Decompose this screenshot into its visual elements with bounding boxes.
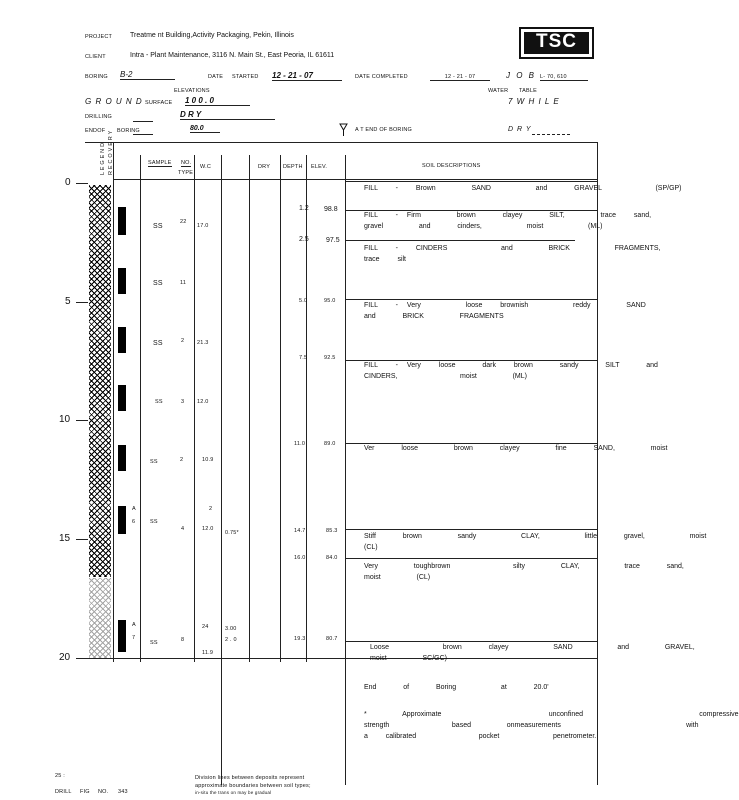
soil-desc-1: FILL - Brown SAND and GRAVEL (SP/GP)	[364, 185, 682, 192]
soil-desc-header: SOIL DESCRIPTIONS	[422, 163, 481, 169]
elev-8: 80.7	[326, 636, 338, 642]
soil-desc-2: FILL - Firm brown clayey SILT, trace sand, gravel and cinders, moist (ML)	[364, 212, 652, 230]
depth-6: 14.7	[294, 528, 306, 534]
scale-tick-10	[76, 420, 88, 421]
surface-value: 1 0 0 . 0	[185, 96, 250, 106]
sample-seven-mark: 7	[132, 635, 136, 641]
tsc-logo	[519, 27, 594, 59]
type-header: TYPE	[178, 170, 194, 176]
depth-5: 11.0	[294, 441, 306, 447]
wc-header: W.C	[200, 164, 211, 170]
completed-value: 12 - 21 - 07	[430, 74, 490, 81]
col-divider-elev	[306, 155, 307, 662]
sample-type-4: SS	[155, 399, 163, 405]
depth-header: DEPTH	[283, 164, 303, 170]
fill-legend-hatch	[89, 185, 111, 577]
sample-type-1: SS	[153, 223, 163, 230]
client-label: CLIENT	[85, 54, 106, 60]
recovery-bar-3	[118, 327, 126, 353]
fig-no-label: NO.	[98, 789, 109, 795]
water-label: WATER	[488, 88, 509, 94]
endof-blank-line	[133, 134, 153, 135]
endof-value: 80.0	[190, 125, 220, 133]
elev-3: 95.0	[324, 298, 336, 304]
sample-type-6: SS	[150, 519, 158, 525]
project-label: PROJECT	[85, 34, 113, 40]
drilling-label: DRILLING	[85, 114, 112, 120]
started-value: 12 - 21 - 07	[272, 71, 342, 81]
no-header: NO.	[181, 160, 192, 166]
scale-tick-20	[76, 658, 88, 659]
recovery-bar-5	[118, 445, 126, 471]
while-value: 7 W H I L E	[508, 97, 560, 106]
sample-header: SAMPLE	[148, 160, 172, 166]
elev-2: 97.5	[326, 237, 340, 244]
approximate-note: * Approximate unconfined compressive strength based onmeasurements with a calibrated pocket penetrometer.	[364, 711, 739, 740]
table-label: TABLE	[519, 88, 538, 94]
sample-qu-7b: 2 . 0	[225, 637, 237, 643]
sample-no-4: 3	[181, 399, 185, 405]
sample-type-5: SS	[150, 459, 158, 465]
sample-no-2: 11	[180, 280, 187, 286]
table-top-border	[85, 142, 598, 143]
surface-label: SURFACE	[145, 100, 173, 106]
started-label: STARTED	[232, 74, 259, 80]
column-header-bottom	[113, 179, 598, 180]
sample-qu-7a: 3.00	[225, 626, 237, 632]
soil-desc-6: Ver loose brown clayey fine SAND, moist	[364, 445, 668, 452]
depth-4: 7.5	[299, 355, 308, 361]
sample-no-1: 22	[180, 219, 187, 225]
recovery-bar-1	[118, 207, 126, 235]
endof-boring-label: BORING	[117, 128, 140, 134]
sample-a-mark-7: A	[132, 622, 136, 628]
soil-desc-5: FILL - Very loose dark brown sandy SILT and CINDERS, moist (ML)	[364, 362, 658, 380]
end-of-boring-text: End of Boring at 20.0'	[364, 684, 549, 691]
boring-value: B-2	[120, 70, 175, 80]
endof-label: ENDOF	[85, 128, 106, 134]
sample-no-6: 4	[181, 526, 185, 532]
elev-7: 84.0	[326, 555, 338, 561]
col-divider-depth	[280, 155, 281, 662]
scale-mark-15: 15	[59, 533, 71, 544]
tsc-logo-text: TSC	[524, 32, 589, 54]
col-divider-desc	[345, 155, 346, 785]
elev-4: 92.5	[324, 355, 336, 361]
recovery-bar-7	[118, 620, 126, 652]
footer-note-2: approximate boundaries between soil types;	[195, 783, 311, 789]
scale-tick-15	[76, 539, 88, 540]
recovery-header: R E C O V E R Y	[108, 130, 114, 175]
scale-mark-0: 0	[65, 177, 71, 188]
stratum-line-7	[345, 558, 598, 559]
drill-label: DRILL	[55, 789, 72, 795]
ground-label: G R O U N D	[85, 97, 143, 106]
col-divider-recovery	[113, 142, 114, 662]
sample-wc-1: 17.0	[197, 223, 209, 229]
depth-2: 2.5	[299, 236, 309, 243]
col-divider-wc	[194, 155, 195, 662]
sample-no-3: 2	[181, 338, 185, 344]
elev-6: 85.3	[326, 528, 338, 534]
sample-type-2: SS	[153, 280, 163, 287]
sample-wc-6: 12.0	[202, 526, 214, 532]
footer-note-1: Division lines between deposits represent	[195, 775, 305, 781]
soil-desc-3: FILL - CINDERS and BRICK FRAGMENTS, trace silt	[364, 245, 661, 263]
boring-label: BORING	[85, 74, 108, 80]
elevations-label: ELEVATIONS	[174, 88, 210, 94]
soil-desc-8: Very toughbrown silty CLAY, trace sand, moist (CL)	[364, 563, 684, 581]
sample-no-5: 2	[180, 457, 184, 463]
footer-note-3: in-situ the trans on may be gradual	[195, 790, 272, 795]
sample-a-mark: A	[132, 506, 136, 512]
sample-no-7: 8	[181, 637, 185, 643]
job-label: J O B	[506, 71, 537, 80]
soil-desc-7: Stiff brown sandy CLAY, little gravel, moist (CL)	[364, 533, 707, 551]
soil-desc-4: FILL - Very loose brownish reddy SAND and BRICK FRAGMENTS	[364, 302, 646, 320]
stratum-line-0	[345, 181, 598, 182]
depth-1: 1.2	[299, 205, 309, 212]
recovery-bar-6	[118, 506, 126, 534]
sample-wc-7: 24	[202, 624, 209, 630]
completed-label: DATE COMPLETED	[355, 74, 408, 80]
sample-qu-6: 0.75*	[225, 530, 239, 536]
col-divider-qu	[221, 155, 222, 785]
client-value: Intra - Plant Maintenance, 3116 N. Main St., East Peoria, IL 61611	[130, 52, 335, 59]
fig-label: FIG	[80, 789, 90, 795]
legend-header: L E G E N D	[100, 142, 106, 175]
dry-dashed-line	[532, 134, 570, 135]
col-divider-sample	[140, 155, 141, 662]
sample-type-7: SS	[150, 640, 158, 646]
recovery-bar-4	[118, 385, 126, 411]
clay-legend-dots	[89, 578, 111, 658]
job-value: L- 70, 610	[540, 74, 588, 81]
depth-8: 19.3	[294, 636, 306, 642]
sample-wc-4: 12.0	[197, 399, 209, 405]
depth-3: 5.0	[299, 298, 308, 304]
stratum-line-2	[345, 240, 575, 241]
sheet-mark: 25 :	[55, 773, 65, 779]
drilling-value: D R Y	[180, 110, 275, 120]
project-value: Treatme nt Building,Activity Packaging, Pekin, Illinois	[130, 32, 294, 39]
elev-header: ELEV.	[311, 164, 328, 170]
col-divider-dry	[249, 155, 250, 662]
stratum-line-6	[345, 529, 598, 530]
water-level-icon	[339, 121, 353, 137]
sample-wc-3: 21.3	[197, 340, 209, 346]
dry-header: DRY	[258, 164, 271, 170]
scale-mark-5: 5	[65, 296, 71, 307]
sample-wc-5: 10.9	[202, 457, 214, 463]
scale-tick-5	[76, 302, 88, 303]
table-right-border	[597, 142, 598, 785]
date-label: DATE	[208, 74, 224, 80]
recovery-bar-2	[118, 268, 126, 294]
drilling-blank-line	[133, 121, 153, 122]
at-end-label: A T END OF BORING	[355, 127, 412, 133]
sample-wc-extra: 2	[209, 506, 213, 512]
sample-wc-7b: 11.9	[202, 650, 214, 656]
sample-six-mark: 6	[132, 519, 136, 525]
dry-value: D R Y	[508, 126, 532, 133]
soil-desc-9: Loose brown clayey SAND and GRAVEL, moist SC/GC)	[370, 644, 695, 662]
elev-5: 89.0	[324, 441, 336, 447]
sample-type-3: SS	[153, 340, 163, 347]
scale-mark-20: 20	[59, 652, 71, 663]
fig-value: 343	[118, 789, 128, 795]
scale-mark-10: 10	[59, 414, 71, 425]
scale-tick-0	[76, 183, 88, 184]
depth-7: 16.0	[294, 555, 306, 561]
elev-1: 98.8	[324, 206, 338, 213]
